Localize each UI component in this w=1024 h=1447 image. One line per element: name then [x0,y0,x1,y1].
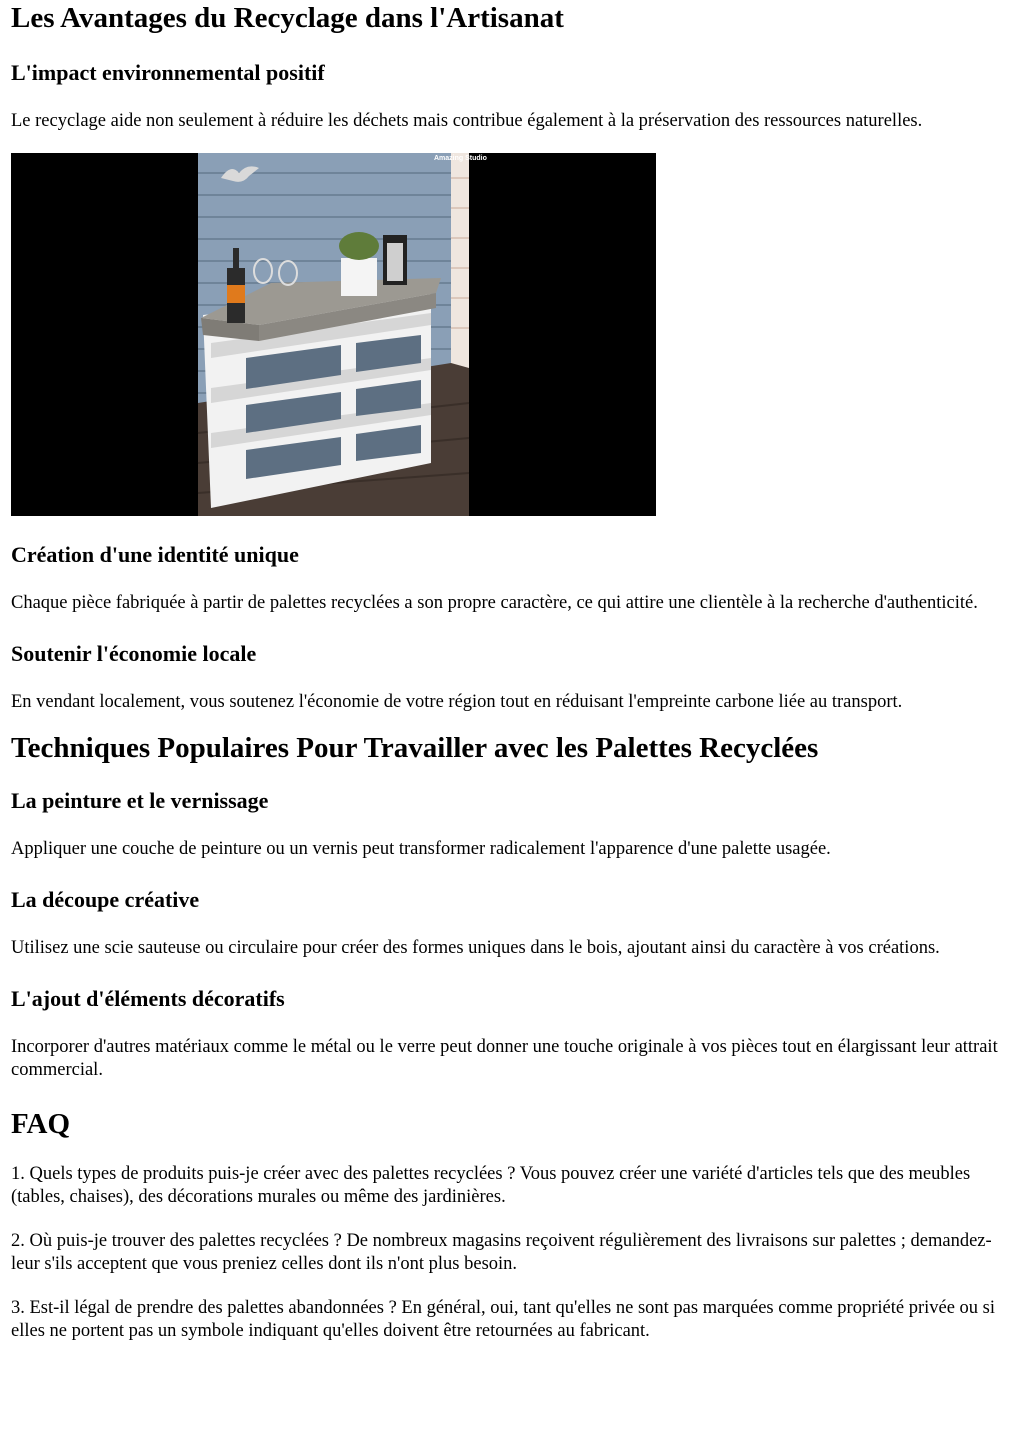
pallet-bar-photo [11,153,656,516]
subheading-peinture: La peinture et le vernissage [11,788,269,813]
subheading-decoupe: La découpe créative [11,887,200,912]
paragraph-decoratifs: Incorporer d'autres matériaux comme le métal ou le verre peut donner une touche originale à vos pièces tout en élargissant leur attrait commercial. [11,1037,998,1080]
section-title-techniques: Techniques Populaires Pour Travailler avec les Palettes Recyclées [11,732,819,764]
subheading-identite: Création d'une identité unique [11,542,299,567]
faq-item: 3. Est-il légal de prendre des palettes abandonnées ? En général, oui, tant qu'elles ne sont pas marquées comme propriété privée ou si elles ne portent pas un symbole indiquant qu'elles doivent être retournées au fabricant. [11,1298,996,1341]
section-title-faq: FAQ [11,1108,71,1140]
subheading-decoratifs: L'ajout d'éléments décoratifs [11,986,285,1011]
paragraph-identite: Chaque pièce fabriquée à partir de palettes recyclées a son propre caractère, ce qui attire une clientèle à la recherche d'authenticité. [11,593,978,613]
section-title-avantages: Les Avantages du Recyclage dans l'Artisanat [11,2,564,34]
paragraph-economie: En vendant localement, vous soutenez l'économie de votre région tout en réduisant l'empreinte carbone liée au transport. [11,692,903,712]
paragraph-impact: Le recyclage aide non seulement à réduire les déchets mais contribue également à la préservation des ressources naturelles. [11,111,923,131]
paragraph-peinture: Appliquer une couche de peinture ou un vernis peut transformer radicalement l'apparence d'une palette usagée. [11,839,831,859]
faq-item: 1. Quels types de produits puis-je créer avec des palettes recyclées ? Vous pouvez créer une variété d'articles tels que des meubles (tables, chaises), des décorations murales ou même des jardinières. [11,1164,971,1207]
subheading-economie: Soutenir l'économie locale [11,641,257,666]
faq-item: 2. Où puis-je trouver des palettes recyclées ? De nombreux magasins reçoivent régulièrement des livraisons sur palettes ; demandez-leur s'ils acceptent que vous preniez celles dont ils n'ont plus besoin. [11,1231,992,1274]
pallet-bar-illustration [11,153,656,516]
subheading-impact: L'impact environnemental positif [11,60,325,85]
paragraph-decoupe: Utilisez une scie sauteuse ou circulaire pour créer des formes uniques dans le bois, ajoutant ainsi du caractère à vos créations. [11,938,940,958]
photo-watermark: Amazing Studio [434,155,487,162]
